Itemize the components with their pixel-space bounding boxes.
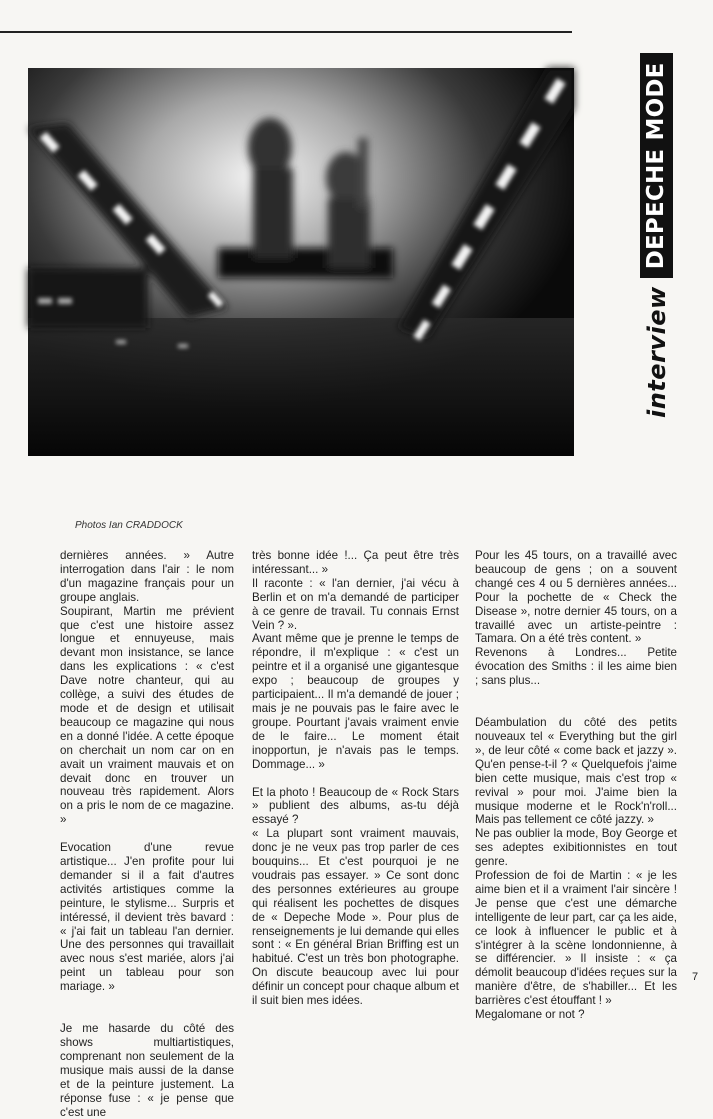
paragraph: Et la photo ! Beaucoup de « Rock Stars » publient des albums, as-tu déjà essayé ?: [252, 785, 459, 827]
top-rule: [0, 31, 572, 33]
paragraph: Profession de foi de Martin : « je les aime bien et il a vraiment l'air sincère ! Je pense que c'est une démarche intelligente de leur part, car ça les aide, ce look à influencer le public et à s'intégrer à la scène londonnienne, à se différencier. » Il insiste : « ça démolit beaucoup d'idées reçues sur la manière d'être, de s'habiller... Et les barrières c'est étouffant ! »: [475, 869, 677, 1008]
text-column-3: [475, 549, 677, 1022]
paragraph: Je me hasarde du côté des shows multiartistiques, comprenant non seulement de la musique mais aussi de la danse et de la peinture justement. La réponse fuse : « je pense que c'est une: [60, 1022, 234, 1119]
text-column-1: [60, 549, 234, 1119]
paragraph: Megalomane or not ?: [475, 1008, 585, 1022]
paragraph: dernières années. » Autre interrogation dans l'air : le nom d'un magazine français pour un groupe anglais.: [60, 549, 234, 604]
paragraph: « La plupart sont vraiment mauvais, donc je ne veux pas trop parler de ces bouquins... Et c'est pourquoi je ne voudrais pas essayer. » Ce sont donc des personnes extérieures au groupe qui réalisent les pochettes de disques de « Depeche Mode ». Pour plus de renseignements je lui demande qui elles sont : « En général Brian Briffing est un habitué. C'est un très bon photographe. On discute beaucoup avec lui pour définir un concept pour chaque album et il suit bien mes idées.: [252, 827, 459, 1008]
paragraph: Déambulation du côté des petits nouveaux tel « Everything but the girl », de leur côté « come back et jazzy ». Qu'en pense-t-il ? « Quelquefois j'aime bien cette musique, mais c'est trop « revival » pour moi. J'aime bien la musique moderne et le Rock'n'roll... Mais pas tellement ce côté jazzy. »: [475, 716, 677, 827]
paragraph: Ne pas oublier la mode, Boy George et ses adeptes exibitionnistes en tout genre.: [475, 827, 677, 869]
page-number: 7: [692, 971, 699, 983]
paragraph: très bonne idée !... Ça peut être très intéressant... »: [252, 549, 459, 576]
section-label: [640, 53, 673, 418]
band-name-box: DEPECHE MODE: [640, 53, 673, 278]
paragraph: Pour les 45 tours, on a travaillé avec beaucoup de gens ; on a souvent changé ces 4 ou 5 dernières années... Pour la pochette de « Check the Disease », notre dernier 45 tours, on a travaillé avec un artiste-peintre : Tamara. On a été très content. »: [475, 549, 677, 646]
paragraph: Revenons à Londres... Petite évocation des Smiths : il les aime bien ; sans plus...: [475, 646, 677, 688]
concert-photo: [28, 68, 574, 456]
paragraph: Evocation d'une revue artistique... J'en profite pour lui demander si il a fait d'autres activités artistiques comme la peinture, le stylisme... Surpris et intéressé, il devient très bavard : « j'ai fait un tableau l'an dernier. Une des personnes qui travaillait avec nous s'est mariée, alors j'ai peint un tableau pour son mariage. »: [60, 841, 234, 994]
interview-keyword: interview: [642, 286, 671, 418]
text-column-2: [252, 549, 459, 1008]
photo-credit: Photos Ian CRADDOCK: [75, 520, 183, 531]
paragraph: Avant même que je prenne le temps de répondre, il m'explique : « c'est un peintre et il a organisé une gigantesque expo ; beaucoup de groupes y participaient... Il m'a demandé de jouer ; mais je ne pouvais pas le faire avec le groupe. Pourtant j'avais vraiment envie de le faire... Le moment était inopportun, je n'avais pas le temps. Dommage... »: [252, 632, 459, 771]
paragraph: Il raconte : « l'an dernier, j'ai vécu à Berlin et on m'a demandé de participer à ce genre de travail. Tu connais Ernst Vein ? ».: [252, 576, 459, 632]
paragraph: Soupirant, Martin me prévient que c'est une histoire assez longue et ennuyeuse, mais devant mon insistance, se lance dans les explications : « c'est Dave notre chanteur, qui au collège, a suivi des études de mode et de design et utilisait beaucoup ce magazine qui nous en a donné l'idée. A cette époque on cherchait un nom car on en avait un vraiment mauvais et on devait donc en trouver un nouveau très rapidement. Alors on a pris le nom de ce magazine. »: [60, 604, 234, 827]
